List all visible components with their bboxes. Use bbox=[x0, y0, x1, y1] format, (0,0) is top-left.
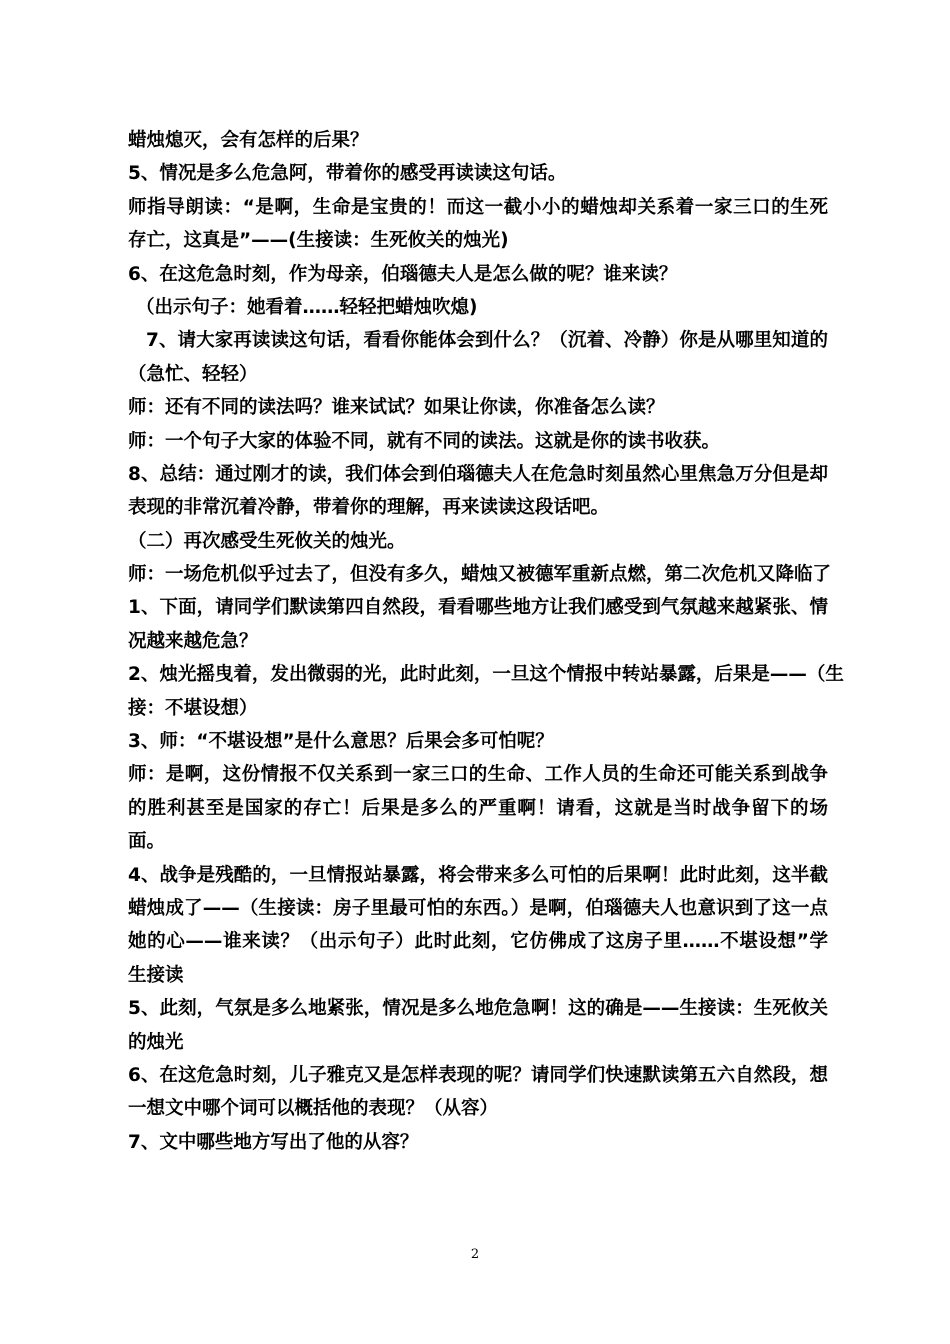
section-heading: （二）再次感受生死攸关的烛光。 bbox=[128, 530, 406, 552]
text-line: 的胜利甚至是国家的存亡！后果是多么的严重啊！请看，这就是当时战争留下的场 bbox=[128, 797, 828, 819]
text-line: 师：还有不同的读法吗？谁来试试？如果让你读，你准备怎么读？ bbox=[128, 397, 665, 419]
text-line: 7、文中哪些地方写出了他的从容？ bbox=[128, 1131, 419, 1153]
text-line: 6、在这危急时刻，作为母亲，伯瑙德夫人是怎么做的呢？谁来读？ bbox=[128, 263, 678, 285]
text-line: 她的心——谁来读？（出示句子）此时此刻，它仿佛成了这房子里……不堪设想”学 bbox=[128, 931, 828, 953]
text-line: 6、在这危急时刻，儿子雅克又是怎样表现的呢？请同学们快速默读第五六自然段，想 bbox=[128, 1064, 828, 1086]
text-line: 蜡烛成了——（生接读：房子里最可怕的东西。）是啊，伯瑙德夫人也意识到了这一点 bbox=[128, 897, 828, 919]
text-line: 表现的非常沉着冷静，带着你的理解，再来读读这段话吧。 bbox=[128, 497, 610, 519]
text-line: 况越来越危急？ bbox=[128, 630, 258, 652]
text-line: 3、师：“不堪设想”是什么意思？后果会多可怕呢？ bbox=[128, 731, 554, 753]
text-line: 师：是啊，这份情报不仅关系到一家三口的生命、工作人员的生命还可能关系到战争 bbox=[128, 764, 828, 786]
text-line: 接：不堪设想） bbox=[128, 697, 258, 719]
text-line: 师：一个句子大家的体验不同，就有不同的读法。这就是你的读书收获。 bbox=[128, 430, 721, 452]
text-line: 一想文中哪个词可以概括他的表现？（从容） bbox=[128, 1098, 499, 1120]
text-line: 师指导朗读：“是啊，生命是宝贵的！而这一截小小的蜡烛却关系着一家三口的生死 bbox=[128, 196, 828, 218]
text-line: 的烛光 bbox=[128, 1031, 184, 1053]
text-line: 师：一场危机似乎过去了，但没有多久，蜡烛又被德军重新点燃，第二次危机又降临了 bbox=[128, 564, 832, 586]
text-line: 1、下面，请同学们默读第四自然段，看看哪些地方让我们感受到气氛越来越紧张、情 bbox=[128, 597, 828, 619]
text-line: （出示句子：她看着……轻轻把蜡烛吹熄) bbox=[136, 296, 478, 318]
page-number: 2 bbox=[470, 1247, 480, 1262]
text-line: 4、战争是残酷的，一旦情报站暴露，将会带来多么可怕的后果啊！此时此刻，这半截 bbox=[128, 864, 828, 886]
text-line: 5、此刻，气氛是多么地紧张，情况是多么地危急啊！这的确是——生接读：生死攸关 bbox=[128, 998, 828, 1020]
text-line: 面。 bbox=[128, 831, 166, 853]
text-line: 蜡烛熄灭，会有怎样的后果？ bbox=[128, 130, 369, 151]
text-line: 生接读 bbox=[128, 964, 184, 986]
text-line: 8、总结：通过刚才的读，我们体会到伯瑙德夫人在危急时刻虽然心里焦急万分但是却 bbox=[128, 463, 828, 485]
text-line: 存亡，这真是”——(生接读：生死攸关的烛光) bbox=[128, 230, 509, 252]
text-line: 7、请大家再读读这句话，看看你能体会到什么？（沉着、冷静）你是从哪里知道的 bbox=[146, 330, 828, 352]
text-line: 2、烛光摇曳着，发出微弱的光，此时此刻，一旦这个情报中转站暴露，后果是——（生 bbox=[128, 664, 844, 686]
document-body bbox=[128, 124, 844, 1159]
text-line: 5、情况是多么危急阿，带着你的感受再读读这句话。 bbox=[128, 163, 567, 185]
text-line: （急忙、轻轻） bbox=[128, 363, 258, 385]
